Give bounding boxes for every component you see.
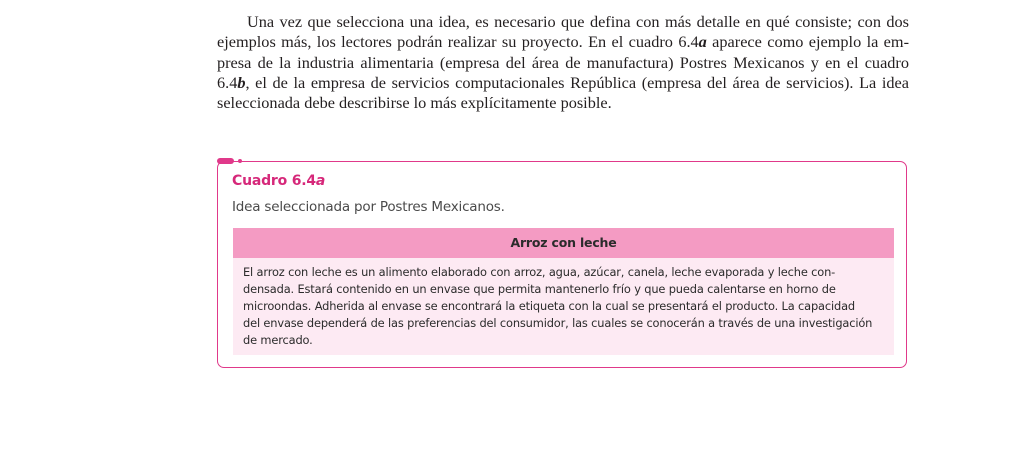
intro-line: Una vez que selecciona una idea, es necesario que defina con más detalle en qué consiste; con dos — [247, 12, 909, 31]
intro-line — [217, 73, 909, 93]
intro-line: presa de la industria alimentaria (empresa del área de manufactura) Postres Mexicanos y en el cuadro — [217, 52, 909, 72]
intro-line: seleccionada debe describirse lo más explícitamente posible. — [217, 93, 612, 113]
figure-ref-a: a — [698, 32, 707, 52]
intro-text: aparece como ejemplo la em- — [706, 32, 909, 52]
cuadro-subtitle: Idea seleccionada por Postres Mexicanos. — [232, 199, 505, 215]
table-body-line: El arroz con leche es un alimento elaborado con arroz, agua, azúcar, canela, leche evaporada y leche con- — [243, 265, 836, 279]
intro-text: , el de la empresa de servicios computacionales República (empresa del área de servicios). La idea — [245, 72, 909, 92]
table-body-line: del envase dependerá de las preferencias del consumidor, las cuales se conocerán a través de una investigación — [243, 316, 873, 330]
cuadro-title-text: Cuadro 6.4 — [232, 173, 316, 189]
intro-text: ejemplos más, los lectores podrán realizar su proyecto. En el cuadro 6.4 — [217, 32, 699, 52]
intro-line — [217, 32, 909, 52]
cuadro-title — [232, 173, 325, 189]
table-body-line: densada. Estará contenido en un envase que permita mantenerlo frío y que pueda calentarse en horno de — [243, 282, 836, 296]
table-body-line: de mercado. — [243, 333, 313, 347]
table-body-line: microondas. Adherida al envase se encontrará la etiqueta con la cual se presentará el producto. La capacidad — [243, 299, 855, 313]
intro-text: 6.4 — [217, 72, 238, 92]
table-body — [233, 258, 894, 355]
figure-ref-b: b — [237, 72, 246, 92]
intro-paragraph — [217, 12, 909, 113]
table-header: Arroz con leche — [233, 228, 894, 258]
cuadro-title-suffix: a — [315, 173, 326, 189]
